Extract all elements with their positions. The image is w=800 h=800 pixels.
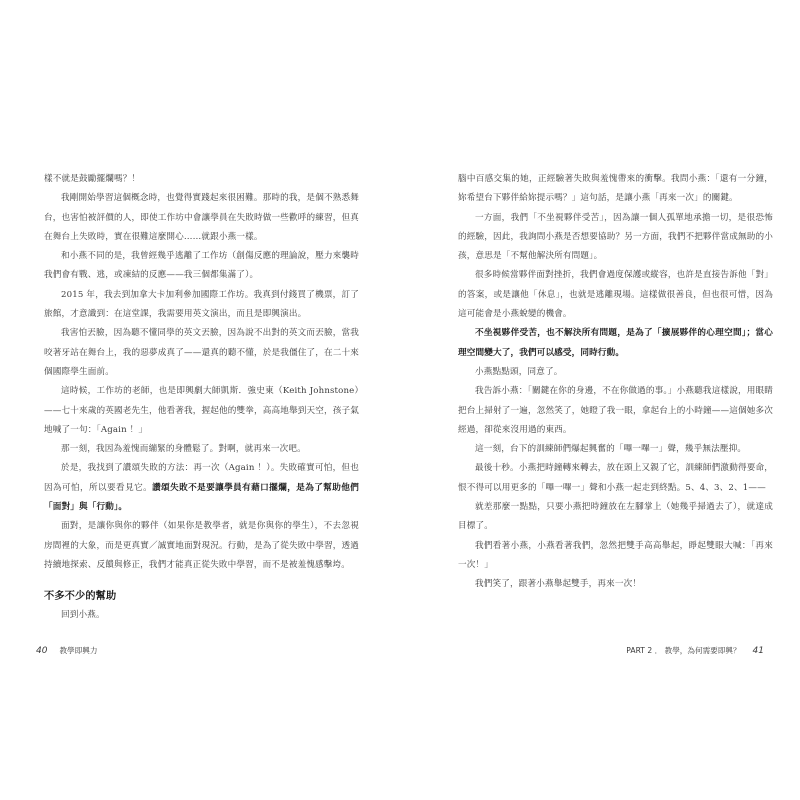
paragraph: 2015 年，我去到加拿大卡加利參加國際工作坊。我真到付錢買了機票，訂了旅館，才意識到：在這堂課，我需要用英文演出，而且是即興演出。 xyxy=(44,289,359,320)
book-title: 教學即興力 xyxy=(59,646,98,655)
paragraph-text: 於是，我找到了讚頌失敗的方法：再一次（Again ！）。失敗確實可怕，但也因為可怕，所以要看見它。 xyxy=(44,463,359,493)
left-page xyxy=(44,170,359,626)
paragraph: 回到小燕。 xyxy=(61,610,105,621)
paragraph: 這時候，工作坊的老師，也是即興劇大師凱斯．強史東（Keith Johnstone）——七十來歲的英國老先生，他看著我，握起他的雙拳，高高地舉到天空，孩子氣地喊了一句：「Again ！」 xyxy=(44,386,359,435)
paragraph-bold-text: 讚頌失敗不是要讓學員有藉口擺爛，是為了幫助他們「面對」與「行動」。 xyxy=(44,482,359,513)
paragraph: 我告訴小燕：「關鍵在你的身邊，不在你做過的事。」小燕聽我這樣說，用眼睛把台上掃射了一遍，忽然笑了，她瞪了我一眼，拿起台上的小時鐘——這個她多次經過，卻從來沒用過的東西。 xyxy=(458,386,773,435)
paragraph: 這一刻，台下的訓練師們爆起興奮的「嗶一嗶一」聲，幾乎無法壓抑。 xyxy=(475,444,747,455)
paragraph: 一方面，我們「不坐視夥伴受苦」，因為讓一個人孤單地承擔一切，是很恐怖的經驗，因此，我詢問小燕是否想要協助？另一方面，我們不把夥伴當成無助的小孩，意思是「不幫他解決所有問題」。 xyxy=(458,212,773,262)
paragraph: 最後十秒。小燕把時鐘轉來轉去，放在頭上又親了它，訓練師們激動得要命，恨不得可以用更多的「嗶一嗶一」聲和小燕一起走到終點。5、4、3、2、1—— xyxy=(458,463,773,493)
paragraph: 和小燕不同的是，我曾經幾乎逃離了工作坊（創傷反應的理論說，壓力來襲時我們會有戰、逃，或凍結的反應——我三個都集滿了）。 xyxy=(44,251,359,281)
paragraph: 我害怕丟臉，因為聽不懂同學的英文丟臉，因為說不出對的英文而丟臉，當我咬著牙站在舞台上，我的惡夢成真了——還真的聽不懂，於是我僵住了，在二十來個國際學生面前。 xyxy=(44,328,359,377)
paragraph: 我們笑了，跟著小燕舉起雙手，再來一次！ xyxy=(475,579,642,590)
paragraph: 我們看著小燕，小燕看著我們，忽然把雙手高高舉起，睜起雙眼大喊：「再來一次！」 xyxy=(458,540,773,570)
page-number: 40 xyxy=(36,646,48,656)
paragraph: 那一刻，我因為羞愧而繃緊的身體鬆了。對啊，就再來一次吧。 xyxy=(61,444,306,455)
paragraph: 我剛開始學習這個概念時，也覺得實踐起來很困難。那時的我，是個不熟悉舞台，也害怕被評價的人，即使工作坊中會讓學員在失敗時做一些歡呼的練習，但真在舞台上失敗時，實在很難這麼開心……就跟小燕一樣。 xyxy=(44,193,359,242)
page-number: 41 xyxy=(752,646,764,656)
section-heading: 不多不少的幫助 xyxy=(44,591,117,603)
paragraph: 就差那麼一點點，只要小燕把時鐘放在左腳掌上（她幾乎掃過去了），就達成目標了。 xyxy=(458,502,773,532)
section-title: PART 2 ． 教學，為何需要即興？ xyxy=(626,646,741,655)
paragraph-bold: 不坐視夥伴受苦，也不解決所有問題，是為了「擴展夥伴的心理空間」；當心理空間變大了，我們可以感受，同時行動。 xyxy=(458,328,773,358)
paragraph: 面對，是讓你與你的夥伴（如果你是教學者，就是你與你的學生），不去忽視房間裡的大象，而是更真實／誠實地面對現況。行動，是為了從失敗中學習，透過持續地探索、反饋與修正，我們才能真正從失敗中學習，而不是被羞愧感擊垮。 xyxy=(44,521,359,570)
paragraph: 小燕點點頭，同意了。 xyxy=(475,366,563,377)
left-footer xyxy=(36,645,97,656)
paragraph: 很多時候當夥伴面對挫折，我們會過度保護或縱容，也許是直接告訴他「對」的答案，或是讓他「休息」，也就是逃離現場。這樣做很善良，但也很可惜，因為這可能會是小燕蛻變的機會。 xyxy=(458,270,773,320)
paragraph xyxy=(44,459,359,517)
paragraph: 腦中百感交集的她，正經驗著失敗與羞愧帶來的衝擊。我問小燕：「還有一分鐘，妳希望台下夥伴給妳提示嗎？」這句話，是讓小燕「再來一次」的關鍵。 xyxy=(458,174,773,204)
paragraph: 樣不就是鼓勵擺爛嗎？！ xyxy=(44,174,141,184)
right-footer xyxy=(626,645,764,656)
right-page xyxy=(458,170,773,595)
